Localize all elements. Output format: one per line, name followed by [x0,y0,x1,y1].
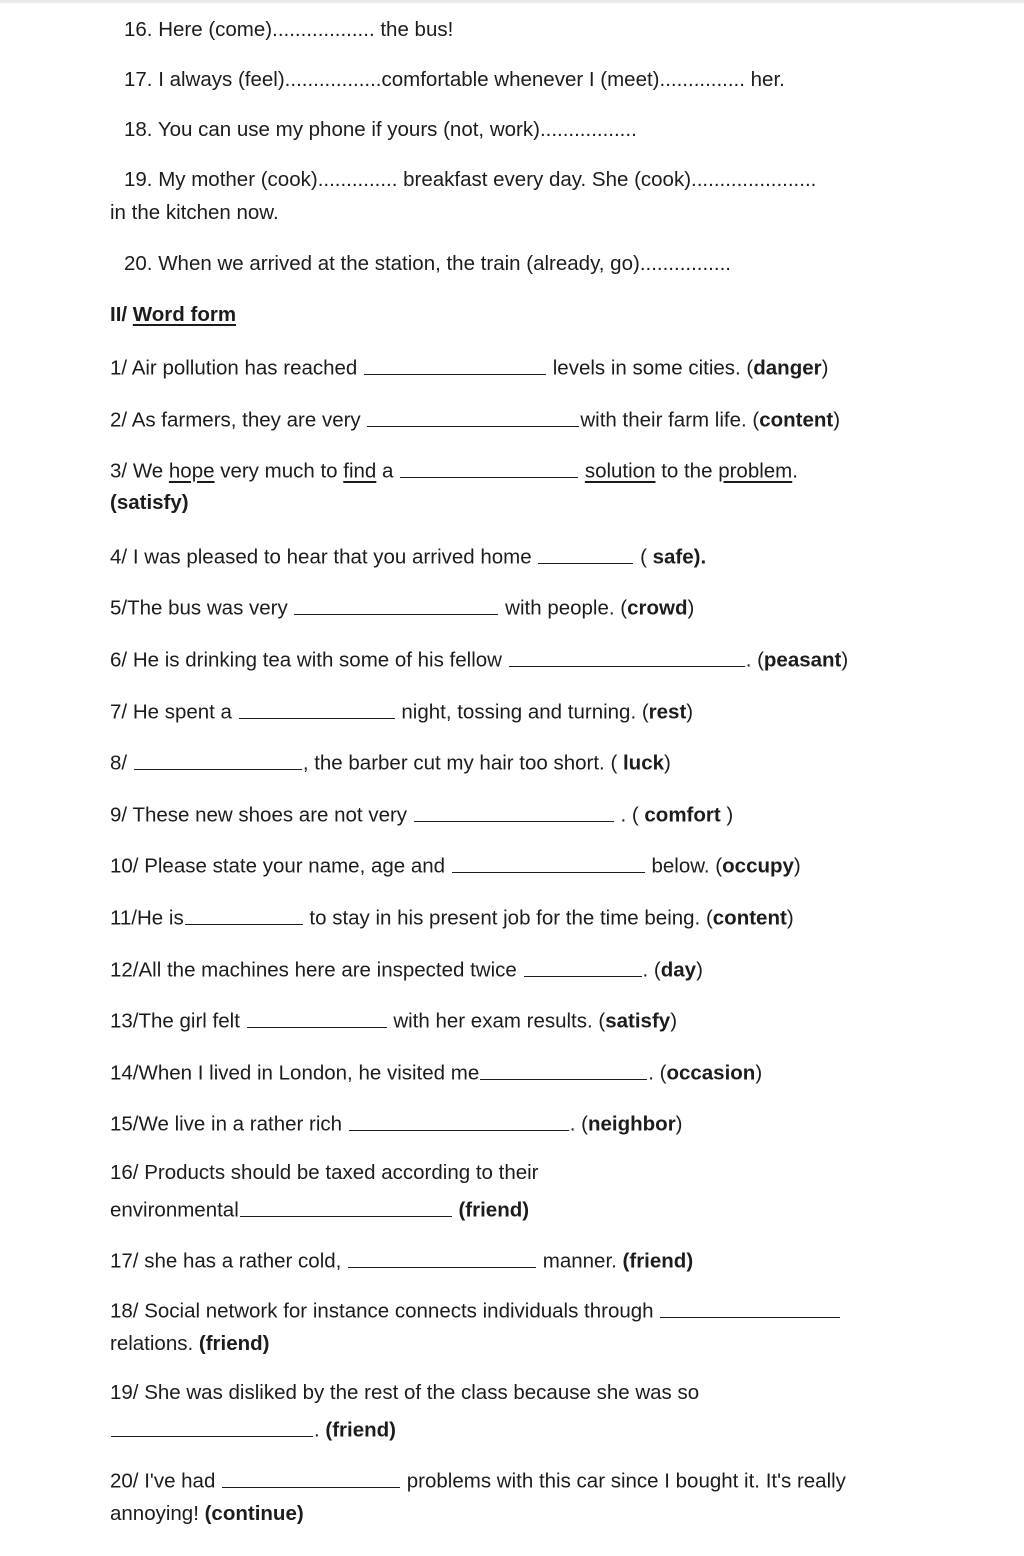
word-form-item-10: 10/ Please state your name, age and below. (occupy) [110,851,801,880]
section-heading: II/ Word form [110,303,237,326]
question-18: 18. You can use my phone if yours (not, work)................. [124,118,637,141]
word-form-item-14: 14/When I lived in London, he visited me . (occasion) [110,1058,762,1087]
word-form-item-9: 9/ These new shoes are not very . ( comfort ) [110,800,733,829]
word-form-item-11: 11/He is to stay in his present job for the time being. (content) [110,903,794,932]
question-19-continued: in the kitchen now. [110,201,279,224]
word-form-item-15: 15/We live in a rather rich . (neighbor) [110,1109,683,1138]
word-form-item-2: 2/ As farmers, they are very with their farm life. (content) [110,405,840,434]
word-form-item-13: 13/The girl felt with her exam results. (satisfy) [110,1006,677,1035]
question-16: 16. Here (come).................. the bus! [124,18,454,41]
word-form-item-18-continued: relations. (friend) [110,1332,270,1355]
word-form-item-7: 7/ He spent a night, tossing and turning. (rest) [110,697,693,726]
word-form-item-8: 8/ , the barber cut my hair too short. ( luck) [110,748,671,777]
word-form-item-1: 1/ Air pollution has reached levels in some cities. (danger) [110,353,828,382]
question-19: 19. My mother (cook).............. breakfast every day. She (cook)...................... [124,168,817,191]
word-form-item-12: 12/All the machines here are inspected twice . (day) [110,955,703,984]
word-form-item-5: 5/The bus was very with people. (crowd) [110,593,694,622]
word-form-item-20: 20/ I've had problems with this car since I bought it. It's really [110,1466,846,1495]
word-form-item-17: 17/ she has a rather cold, manner. (friend) [110,1246,693,1275]
word-form-item-18: 18/ Social network for instance connects individuals through [110,1296,841,1325]
question-20: 20. When we arrived at the station, the train (already, go)................ [124,252,731,275]
question-17: 17. I always (feel).................comfortable whenever I (meet)............... her. [124,68,785,91]
word-form-item-3: 3/ We hope very much to find a solution to the problem. [110,456,798,485]
word-form-item-3-hint: (satisfy) [110,491,189,514]
word-form-item-16-continued: environmental (friend) [110,1195,529,1224]
word-form-item-16: 16/ Products should be taxed according to their [110,1161,539,1184]
word-form-item-4: 4/ I was pleased to hear that you arrived home ( safe). [110,542,706,571]
word-form-item-19: 19/ She was disliked by the rest of the class because she was so [110,1381,700,1404]
word-form-item-20-continued: annoying! (continue) [110,1502,304,1525]
top-edge [0,0,1024,3]
word-form-item-6: 6/ He is drinking tea with some of his fellow . (peasant) [110,645,848,674]
word-form-item-19-continued: . (friend) [110,1415,396,1444]
